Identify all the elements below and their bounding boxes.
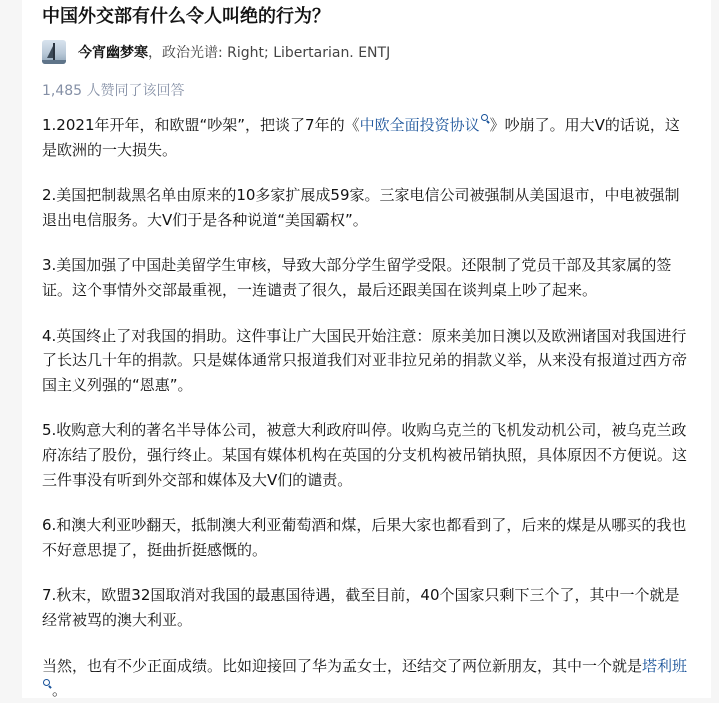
paragraph-1-text-after: 》吵崩了。用大V的话说，这是欧洲的一大损失。 xyxy=(42,116,680,159)
sailboat-water xyxy=(42,60,66,64)
answer-paragraph-5: 5.收购意大利的著名半导体公司，被意大利政府叫停。收购乌克兰的飞机发动机公司，被乌克兰政府冻结了股份，强行终止。某国有媒体机构在英国的分支机构被吊销执照，具体原因不方便说。这三件事没有听到外交部和媒体及大V们的谴责。 xyxy=(42,421,688,489)
author-name[interactable]: 今宵幽梦寒 xyxy=(78,45,148,61)
search-icon[interactable] xyxy=(481,114,490,124)
answer-paragraph-2: 2.美国把制裁黑名单由原来的10多家扩展成59家。三家电信公司被强制从美国退市，中电被强制退出电信服务。大V们于是各种说道“美国霸权”。 xyxy=(42,186,680,229)
search-icon[interactable] xyxy=(43,679,52,689)
answer-card xyxy=(22,0,711,698)
link-china-eu-investment-agreement[interactable]: 中欧全面投资协议 xyxy=(359,116,480,134)
answer-paragraph-3: 3.美国加强了中国赴美留学生审核，导致大部分学生留学受限。还限制了党员干部及其家属的签证。这个事情外交部最重视，一连谴责了很久，最后还跟美国在谈判桌上吵了起来。 xyxy=(42,256,672,299)
sailboat-sail xyxy=(47,46,53,58)
answer-paragraph-4: 4.英国终止了对我国的捐助。这件事让广大国民开始注意：原来美加日澳以及欧洲诸国对我国进行了长达几十年的捐款。只是媒体通常只报道我们对亚非拉兄弟的捐款义举，从来没有报道过西方帝国主义列强的“恩惠”。 xyxy=(42,326,688,394)
author-info xyxy=(42,39,691,65)
paragraph-8-text-before: 当然，也有不少正面成绩。比如迎接回了华为孟女士，还结交了两位新朋友，其中一个就是 xyxy=(42,656,643,675)
answer-paragraph-8 xyxy=(42,654,691,703)
vote-count: 1,485 人赞同了该回答 xyxy=(42,83,185,99)
author-bio: 政治光谱: Right; Libertarian. ENTJ xyxy=(162,45,391,61)
question-title[interactable]: 中国外交部有什么令人叫绝的行为？ xyxy=(42,6,330,27)
answer-paragraph-1 xyxy=(42,113,691,162)
avatar[interactable] xyxy=(42,40,66,64)
answer-paragraph-6: 6.和澳大利亚吵翻天，抵制澳大利亚葡萄酒和煤，后果大家也都看到了，后来的煤是从哪买的我也不好意思提了，挺曲折挺感慨的。 xyxy=(42,516,687,559)
author-separator: ， xyxy=(148,45,162,61)
answer-content xyxy=(42,113,691,703)
link-taliban[interactable]: 塔利班 xyxy=(642,656,688,675)
sailboat-mast xyxy=(53,43,55,61)
paragraph-8-text-after: 。 xyxy=(52,681,68,700)
answer-paragraph-7: 7.秋末，欧盟32国取消对我国的最惠国待遇，截至目前，40个国家只剩下三个了，其中一个就是经常被骂的澳大利亚。 xyxy=(42,586,680,629)
paragraph-1-text-before: 1.2021年开年，和欧盟“吵架”，把谈了7年的《 xyxy=(42,116,360,134)
